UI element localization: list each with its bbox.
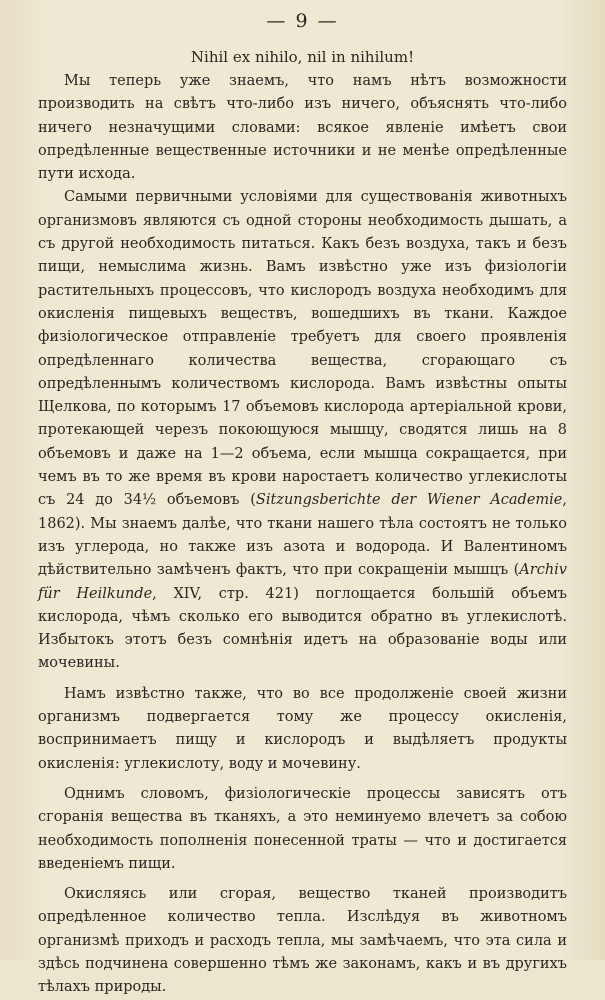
latin-epigraph: Nihil ex nihilo, nil in nihilum! — [190, 48, 415, 66]
paragraph-2-text-c: , XIV, стр. 421) поглощается большій объемъ кислорода, чѣмъ сколько его выводится обратно въ углекислотѣ. Избытокъ этотъ безъ сомнѣнія идетъ на образованіе воды или мочевины. — [38, 585, 567, 672]
page-number: — 9 — — [266, 10, 339, 32]
citation-archiv: Archiv für Heilkunde — [38, 562, 567, 602]
paragraph-5: Окисляясь или сгорая, вещество тканей производитъ опредѣленное количество тепла. Изслѣдуя въ животномъ организмѣ приходъ и расходъ тепла, мы замѣчаемъ, что эта сила и здѣсь подчинена совершенно тѣмъ же законамъ, какъ и въ другихъ тѣлахъ природы. — [38, 886, 567, 996]
paragraph-2-text-b: , 1862). Мы знаемъ далѣе, что ткани нашего тѣла состоятъ не только изъ углерода, но также изъ азота и водорода. И Валентиномъ дѣйствительно замѣченъ фактъ, что при сокращеніи мышцъ ( — [38, 492, 568, 579]
paragraph-1: Мы теперь уже знаемъ, что намъ нѣтъ возможности производить на свѣтъ что-либо изъ ничего, объяснять что-либо ничего незначущими словами: всякое явленіе имѣетъ свои опредѣленные вещественные источники и не менѣе опредѣленные пути исхода. — [38, 73, 567, 183]
paragraph-4: Однимъ словомъ, физіологическіе процессы зависятъ отъ сгоранія вещества въ тканяхъ, а это неминуемо влечетъ за собою необходимость пополненія понесенной траты — что и достигается введеніемъ пищи. — [38, 785, 567, 872]
paragraph-2 — [38, 186, 567, 675]
paragraph-3: Намъ извѣстно также, что во все продолженіе своей жизни организмъ подвергается тому же процессу окисленія, воспринимаетъ пищу и кислородъ и выдѣляетъ продукты окисленія: углекислоту, воду и мочевину. — [38, 685, 567, 772]
citation-sitzungsberichte: Sitzungsberichte der Wiener Academie — [255, 492, 563, 509]
paragraph-2-text-a: Самыми первичными условіями для существованія животныхъ организмовъ являются съ одной стороны необходимость дышать, а съ другой необходимость питаться. Какъ безъ воздуха, такъ и безъ пищи, немыслима жизнь. Вамъ извѣстно уже изъ физіологіи растительныхъ процессовъ, что кислородъ воздуха необходимъ для окисленія пищевыхъ веществъ, вошедшихъ въ ткани. Каждое физіологическое отправленіе требуетъ для своего проявленія опредѣленнаго количества вещества, сгорающаго съ опредѣленнымъ количествомъ кислорода. Вамъ извѣстны опыты Щелкова, по которымъ 17 объемовъ кислорода артеріальной крови, протекающей черезъ покоющуюся мышцу, сводятся лишь на 8 объемовъ и даже на 1—2 объема, если мышца сокращается, при чемъ въ то же время въ крови наростаетъ количество углекислоты съ 24 до 34½ объемовъ ( — [38, 189, 567, 509]
